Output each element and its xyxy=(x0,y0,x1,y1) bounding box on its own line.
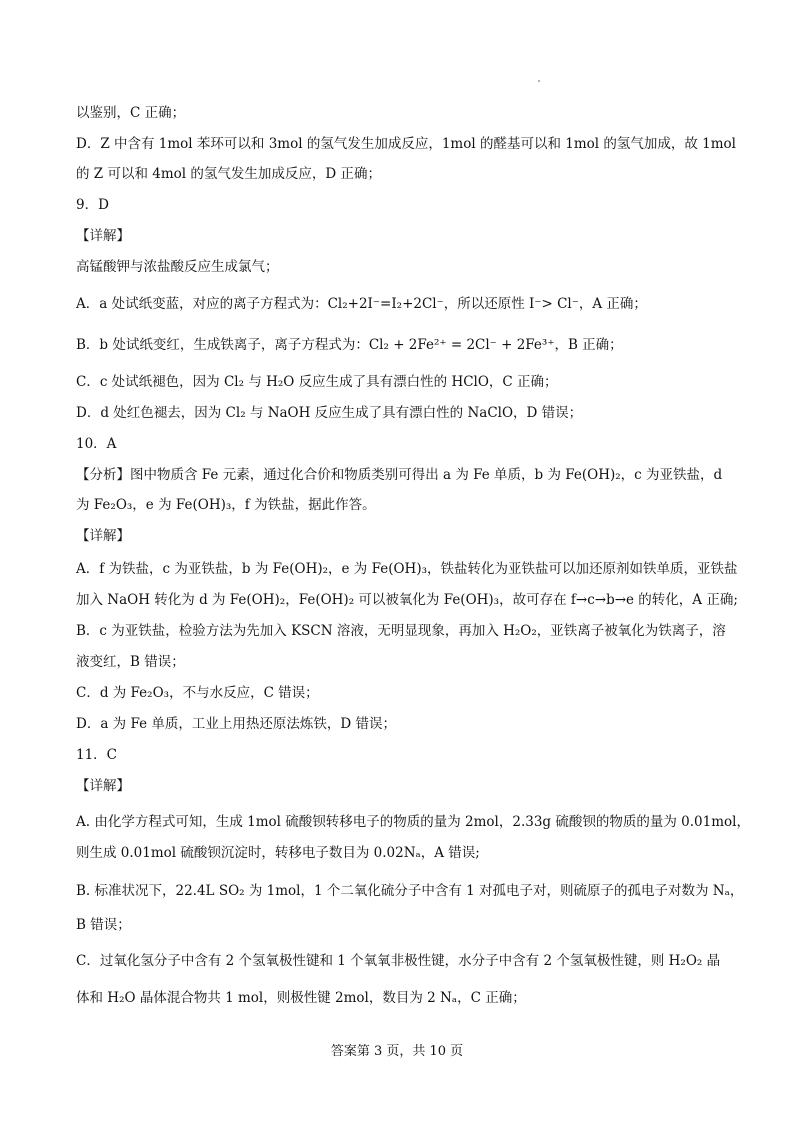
text-line: A．a 处试纸变蓝，对应的离子方程式为：Cl₂+2I⁻=I₂+2Cl⁻，所以还原性 I⁻> Cl⁻，A 正确； xyxy=(76,296,647,312)
section-heading: 【详解】 xyxy=(76,528,130,544)
text-line: C．c 处试纸褪色，因为 Cl₂ 与 H₂O 反应生成了具有漂白性的 HClO，C 正确； xyxy=(76,374,558,390)
section-heading: 【详解】 xyxy=(76,778,130,794)
text-line: D．a 为 Fe 单质，工业上用热还原法炼铁，D 错误； xyxy=(76,716,396,732)
text-line: B. 标准状况下，22.4L SO₂ 为 1mol，1 个二氧化硫分子中含有 1 对孤电子对，则硫原子的孤电子对数为 Nₐ， xyxy=(76,883,744,899)
text-line: 高锰酸钾与浓盐酸反应生成氯气； xyxy=(76,259,279,275)
page-footer: 答案第 3 页，共 10 页 xyxy=(330,1044,464,1059)
text-line: 以鉴别，C 正确； xyxy=(76,105,186,121)
text-line: 则生成 0.01mol 硫酸钡沉淀时，转移电子数目为 0.02Nₐ，A 错误; xyxy=(76,845,480,861)
text-line: A．f 为铁盐，c 为亚铁盐，b 为 Fe(OH)₂，e 为 Fe(OH)₃，铁盐转化为亚铁盐可以加还原剂如铁单质，亚铁盐 xyxy=(76,561,738,577)
question-number: 11．C xyxy=(76,747,118,763)
text-line: B 错误； xyxy=(76,917,131,933)
text-line: 液变红，B 错误； xyxy=(76,654,185,670)
page-mark xyxy=(538,80,540,82)
question-number: 10．A xyxy=(76,436,117,452)
text-line: D．d 处红色褪去，因为 Cl₂ 与 NaOH 反应生成了具有漂白性的 NaClO，D 错误； xyxy=(76,405,583,421)
text-line: C．d 为 Fe₂O₃，不与水反应，C 错误； xyxy=(76,685,319,701)
text-line: 为 Fe₂O₃，e 为 Fe(OH)₃，f 为铁盐，据此作答。 xyxy=(76,497,376,513)
text-line: D．Z 中含有 1mol 苯环可以和 3mol 的氢气发生加成反应，1mol 的醛基可以和 1mol 的氢气加成，故 1mol xyxy=(76,136,737,152)
text-line: 体和 H₂O 晶体混合物共 1 mol，则极性键 2mol，数目为 2 Nₐ，C 正确； xyxy=(76,990,526,1006)
text-line: 加入 NaOH 转化为 d 为 Fe(OH)₂，Fe(OH)₂ 可以被氧化为 Fe(OH)₃，故可存在 f→c→b→e 的转化，A 正确; xyxy=(76,592,738,608)
section-heading: 【详解】 xyxy=(76,228,130,244)
text-line: C．过氧化氢分子中含有 2 个氢氧极性键和 1 个氧氧非极性键，水分子中含有 2 个氢氧极性键，则 H₂O₂ 晶 xyxy=(76,953,721,969)
question-number: 9．D xyxy=(76,197,109,213)
text-line: B．b 处试纸变红，生成铁离子，离子方程式为：Cl₂ + 2Fe²⁺ = 2Cl⁻ + 2Fe³⁺，B 正确； xyxy=(76,337,623,353)
text-line: 【分析】图中物质含 Fe 元素，通过化合价和物质类别可得出 a 为 Fe 单质，b 为 Fe(OH)₂，c 为亚铁盐，d xyxy=(76,467,723,483)
text-line: B．c 为亚铁盐，检验方法为先加入 KSCN 溶液，无明显现象，再加入 H₂O₂，亚铁离子被氧化为铁离子，溶 xyxy=(76,623,726,639)
text-line: A. 由化学方程式可知，生成 1mol 硫酸钡转移电子的物质的量为 2mol，2.33g 硫酸钡的物质的量为 0.01mol， xyxy=(76,814,750,830)
text-line: 的 Z 可以和 4mol 的氢气发生加成反应，D 正确； xyxy=(76,166,381,182)
